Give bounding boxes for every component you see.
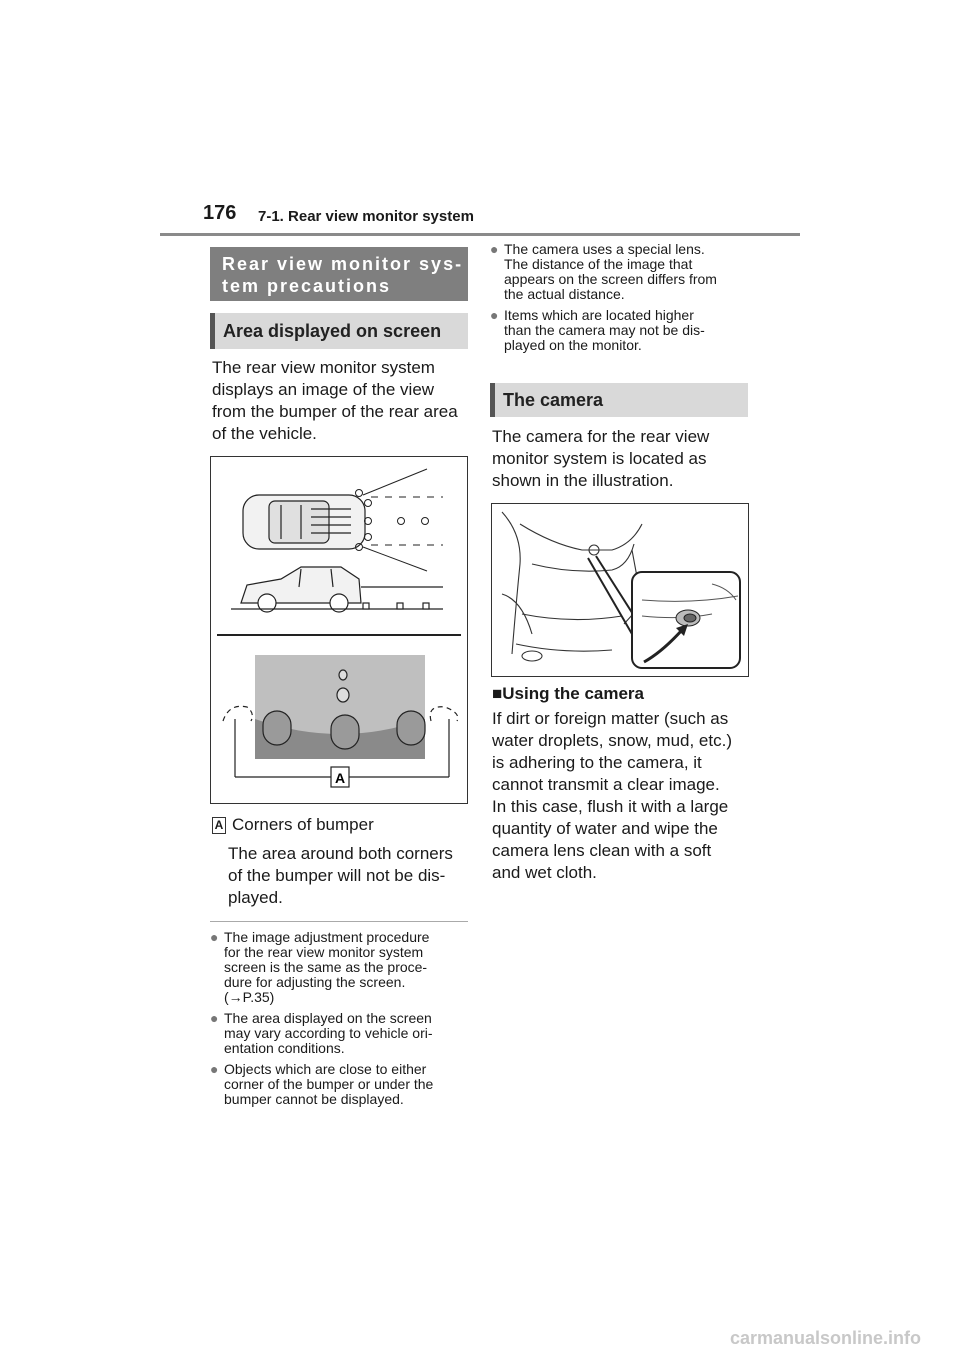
text-line: of the bumper will not be dis- bbox=[228, 866, 446, 885]
caption-badge: A bbox=[212, 817, 226, 834]
note-item bbox=[210, 1011, 472, 1056]
note-bullet-icon: ● bbox=[210, 1010, 219, 1026]
note-bullet-icon: ● bbox=[210, 929, 219, 945]
text-line: bumper cannot be displayed. bbox=[224, 1091, 404, 1107]
text-line: The image adjustment procedure bbox=[224, 929, 430, 945]
square-bullet-icon: ■ bbox=[492, 684, 503, 703]
caption bbox=[212, 814, 472, 836]
text-line: Items which are located higher bbox=[504, 307, 694, 323]
area-intro bbox=[212, 357, 472, 445]
section-heading-line: Rear view monitor sys- bbox=[222, 254, 464, 274]
section-heading-line: tem precautions bbox=[222, 276, 392, 296]
text-line: The camera for the rear view bbox=[492, 427, 710, 446]
note-bullet-icon: ● bbox=[490, 241, 499, 257]
text-line: may vary according to vehicle ori- bbox=[224, 1025, 433, 1041]
text-line: is adhering to the camera, it bbox=[492, 753, 702, 772]
text-line: camera lens clean with a soft bbox=[492, 841, 712, 860]
camera-illustration bbox=[492, 504, 748, 676]
text-line: The rear view monitor system bbox=[212, 358, 435, 377]
text-line: The camera uses a special lens. bbox=[504, 241, 705, 257]
text-line: quantity of water and wipe the bbox=[492, 819, 718, 838]
text-line: of the vehicle. bbox=[212, 424, 317, 443]
text-line: for the rear view monitor system bbox=[224, 944, 424, 960]
page-number: 176 bbox=[203, 202, 237, 224]
text-line: displays an image of the view bbox=[212, 380, 435, 399]
text-line: screen is the same as the proce- bbox=[224, 959, 428, 975]
notes-divider bbox=[210, 921, 468, 922]
area-displayed-heading: Area displayed on screen bbox=[210, 313, 468, 349]
text-line: corner of the bumper or under the bbox=[224, 1076, 434, 1092]
text-line: The area displayed on the screen bbox=[224, 1010, 432, 1026]
figure-label: A bbox=[334, 770, 346, 786]
text-line: water droplets, snow, mud, etc.) bbox=[492, 731, 732, 750]
camera-heading: The camera bbox=[490, 383, 748, 417]
area-bullet bbox=[212, 843, 472, 909]
text-line: from the bumper of the rear area bbox=[212, 402, 458, 421]
using-camera-title: Using the camera bbox=[502, 684, 645, 703]
car-side-view-icon bbox=[231, 567, 443, 612]
area-diagram bbox=[211, 457, 467, 803]
camera-location-figure bbox=[491, 503, 749, 677]
watermark: carmanualsonline.info bbox=[730, 1328, 922, 1348]
note-item bbox=[490, 242, 752, 302]
header-divider bbox=[160, 233, 800, 236]
text-line: (→P.35) bbox=[224, 989, 275, 1005]
text-line: entation conditions. bbox=[224, 1040, 345, 1056]
text-line: monitor system is located as bbox=[492, 449, 707, 468]
caption-text: Corners of bumper bbox=[232, 815, 374, 834]
note-item bbox=[490, 308, 752, 353]
left-notes bbox=[210, 930, 472, 1107]
note-bullet-icon: ● bbox=[490, 307, 499, 323]
section-title: 7-1. Rear view monitor system bbox=[258, 208, 474, 225]
text-line: played on the monitor. bbox=[504, 337, 642, 353]
note-bullet-icon: ● bbox=[210, 1061, 219, 1077]
rear-vehicle-icon bbox=[502, 512, 642, 661]
note-item bbox=[210, 1062, 472, 1107]
camera-range-lines bbox=[356, 469, 444, 571]
camera-intro bbox=[492, 426, 752, 492]
note-item bbox=[210, 930, 472, 1005]
right-notes bbox=[490, 242, 752, 353]
using-camera-heading bbox=[492, 683, 752, 705]
text-line: If dirt or foreign matter (such as bbox=[492, 709, 729, 728]
text-line: shown in the illustration. bbox=[492, 471, 674, 490]
text-line: appears on the screen differs from bbox=[504, 271, 717, 287]
area-displayed-figure bbox=[210, 456, 468, 804]
text-line: In this case, flush it with a large bbox=[492, 797, 729, 816]
pointer-line bbox=[588, 558, 632, 634]
text-line: Objects which are close to either bbox=[224, 1061, 427, 1077]
text-line: The area around both corners bbox=[228, 844, 453, 863]
text-line: cannot transmit a clear image. bbox=[492, 775, 720, 794]
section-heading bbox=[210, 247, 468, 301]
text-line: than the camera may not be dis- bbox=[504, 322, 705, 338]
car-top-view-icon bbox=[243, 495, 365, 549]
text-line: The distance of the image that bbox=[504, 256, 693, 272]
using-camera-text bbox=[492, 708, 754, 884]
text-line: played. bbox=[228, 888, 283, 907]
text-line: dure for adjusting the screen. bbox=[224, 974, 406, 990]
text-line: the actual distance. bbox=[504, 286, 625, 302]
camera-icon bbox=[676, 610, 700, 626]
text-line: and wet cloth. bbox=[492, 863, 597, 882]
